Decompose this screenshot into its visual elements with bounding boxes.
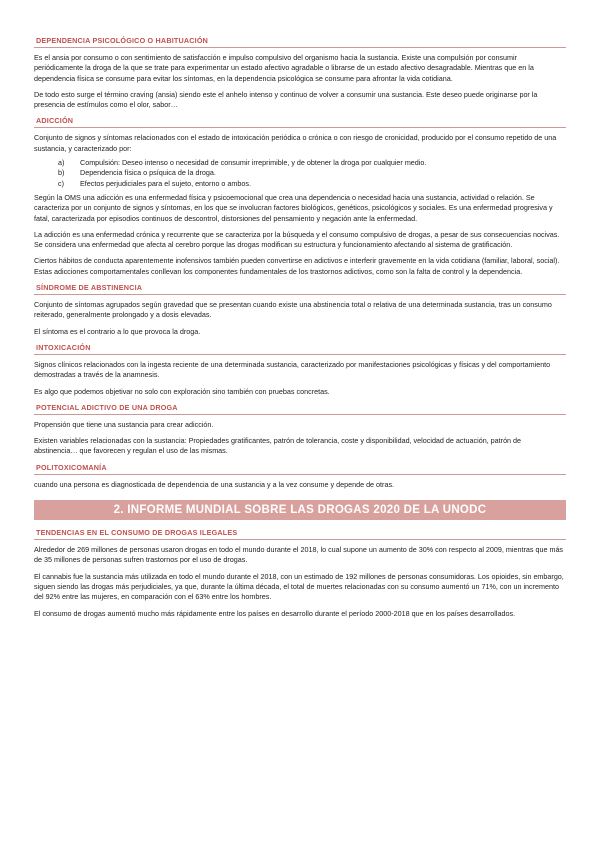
paragraph: Existen variables relacionadas con la sustancia: Propiedades gratificantes, patrón de tolerancia, coste y disponibilidad, velocidad de actuación, patrón de abstinencia… que favorecen y regulan el uso de las mismas. — [34, 436, 522, 456]
section-heading-potencial: POTENCIAL ADICTIVO DE UNA DROGA — [34, 403, 566, 415]
paragraph: Es el ansia por consumo o con sentimiento de satisfacción e impulso compulsivo del organismo hacia la sustancia. Existe una compulsión por consumir periódicamente la droga de la que se trate para experimentar un estado afectivo agradable o librarse de un estado afectivo desagradable. Mientras que en la dependencia física se consume para evitar los síntomas, en la dependencia psicológica se consume para afrontar la vida cotidiana. — [34, 53, 534, 83]
paragraph: Alrededor de 269 millones de personas usaron drogas en todo el mundo durante el 2018, lo cual supone un aumento de 30% con respecto al 2009, mientras que más de 35 millones de personas sufren trastornos por el uso de drogas. — [34, 545, 564, 565]
paragraph: La adicción es una enfermedad crónica y recurrente que se caracteriza por la búsqueda y el consumo compulsivo de drogas, a pesar de sus consecuencias nocivas. Se considera una enfermedad que afecta al cerebro porque las drogas modifican su estructura y funcionamiento afectando al sistema de gratificación. — [34, 229, 560, 250]
list-item — [58, 158, 566, 168]
paragraph: Conjunto de signos y síntomas relacionados con el estado de intoxicación periódica o crónica o con riesgo de cronicidad, producido por el consumo repetido de una sustancia, y caracterizado por: — [34, 133, 557, 153]
paragraph: Propensión que tiene una sustancia para crear adicción. — [34, 419, 214, 429]
paragraph: Es algo que podemos objetivar no solo con exploración sino también con pruebas concretas. — [34, 386, 330, 396]
list-item-text: Efectos perjudiciales para el sujeto, entorno o ambos. — [80, 178, 252, 188]
list-marker: a) — [58, 158, 65, 168]
paragraph: Ciertos hábitos de conducta aparentemente inofensivos también pueden convertirse en adictivos e interferir gravemente en la vida cotidiana (familiar, laboral, social). Estas adicciones comportamentales conllevan los componentes fundamentales de los trastornos adictivos, como son la falta de control y la dependencia. — [34, 256, 560, 276]
paragraph: Según la OMS una adicción es una enfermedad física y psicoemocional que crea una dependencia o necesidad hacia una sustancia, actividad o relación. Se caracteriza por un conjunto de signos y síntomas, en los que se involucran factores biológicos, genéticos, psicológicos y sociales. Es una enfermedad progresiva y fatal, caracterizada por episodios continuos de descontrol, distorsiones del pensamiento y negación ante la enfermedad. — [34, 192, 553, 223]
list-item-text: Dependencia física o psíquica de la droga. — [80, 168, 216, 178]
paragraph: Conjunto de síntomas agrupados según gravedad que se presentan cuando existe una abstinencia total o relativa de una determinada sustancia, tras un consumo reiterado, generalmente prolongado y a dosis elevadas. — [34, 300, 552, 320]
paragraph: Signos clínicos relacionados con la ingesta reciente de una determinada sustancia, caracterizado por manifestaciones psicológicas y físicas y del comportamiento demostradas a través de la anamnesis. — [34, 359, 551, 380]
paragraph: El cannabis fue la sustancia más utilizada en todo el mundo durante el 2018, con un estimado de 192 millones de personas consumidoras. Los opioides, sin embargo, siguen siendo las drogas más perjudiciales, ya que, durante la última década, el total de muertes relacionadas con su consumo aumentó un 71%, con un incremento del 92% entre las mujeres, en comparación con el 63% entre los hombres. — [34, 571, 564, 602]
list-marker: b) — [58, 168, 65, 178]
list-item — [58, 179, 566, 189]
section-heading-adiccion: ADICCIÓN — [34, 116, 566, 128]
section-heading-dependencia: DEPENDENCIA PSICOLÓGICO O HABITUACIÓN — [34, 36, 566, 48]
paragraph: El consumo de drogas aumentó mucho más rápidamente entre los países en desarrollo durante el período 2000-2018 que en los países desarrollados. — [34, 608, 516, 618]
section-heading-politoxicomania: POLITOXICOMANÍA — [34, 463, 566, 475]
list-item — [58, 168, 566, 178]
paragraph: El síntoma es el contrario a lo que provoca la droga. — [34, 326, 201, 336]
paragraph: cuando una persona es diagnosticada de dependencia de una sustancia y a la vez consume y depende de otras. — [34, 479, 395, 489]
section-heading-abstinencia: SÍNDROME DE ABSTINENCIA — [34, 283, 566, 295]
criteria-list — [58, 158, 566, 189]
section-heading-tendencias: TENDENCIAS EN EL CONSUMO DE DROGAS ILEGALES — [34, 528, 566, 540]
list-marker: c) — [58, 178, 64, 188]
paragraph: De todo esto surge el término craving (ansia) siendo este el anhelo intenso y continuo de volver a consumir una sustancia. Este deseo puede originarse por la presencia de estímulos como el olor, sabor… — [34, 89, 538, 110]
list-item-text: Compulsión: Deseo intenso o necesidad de consumir irreprimible, y de obtener la droga por cualquier medio. — [80, 158, 427, 168]
section-heading-intoxicacion: INTOXICACIÓN — [34, 343, 566, 355]
chapter-banner: 2. INFORME MUNDIAL SOBRE LAS DROGAS 2020 DE LA UNODC — [34, 500, 566, 520]
